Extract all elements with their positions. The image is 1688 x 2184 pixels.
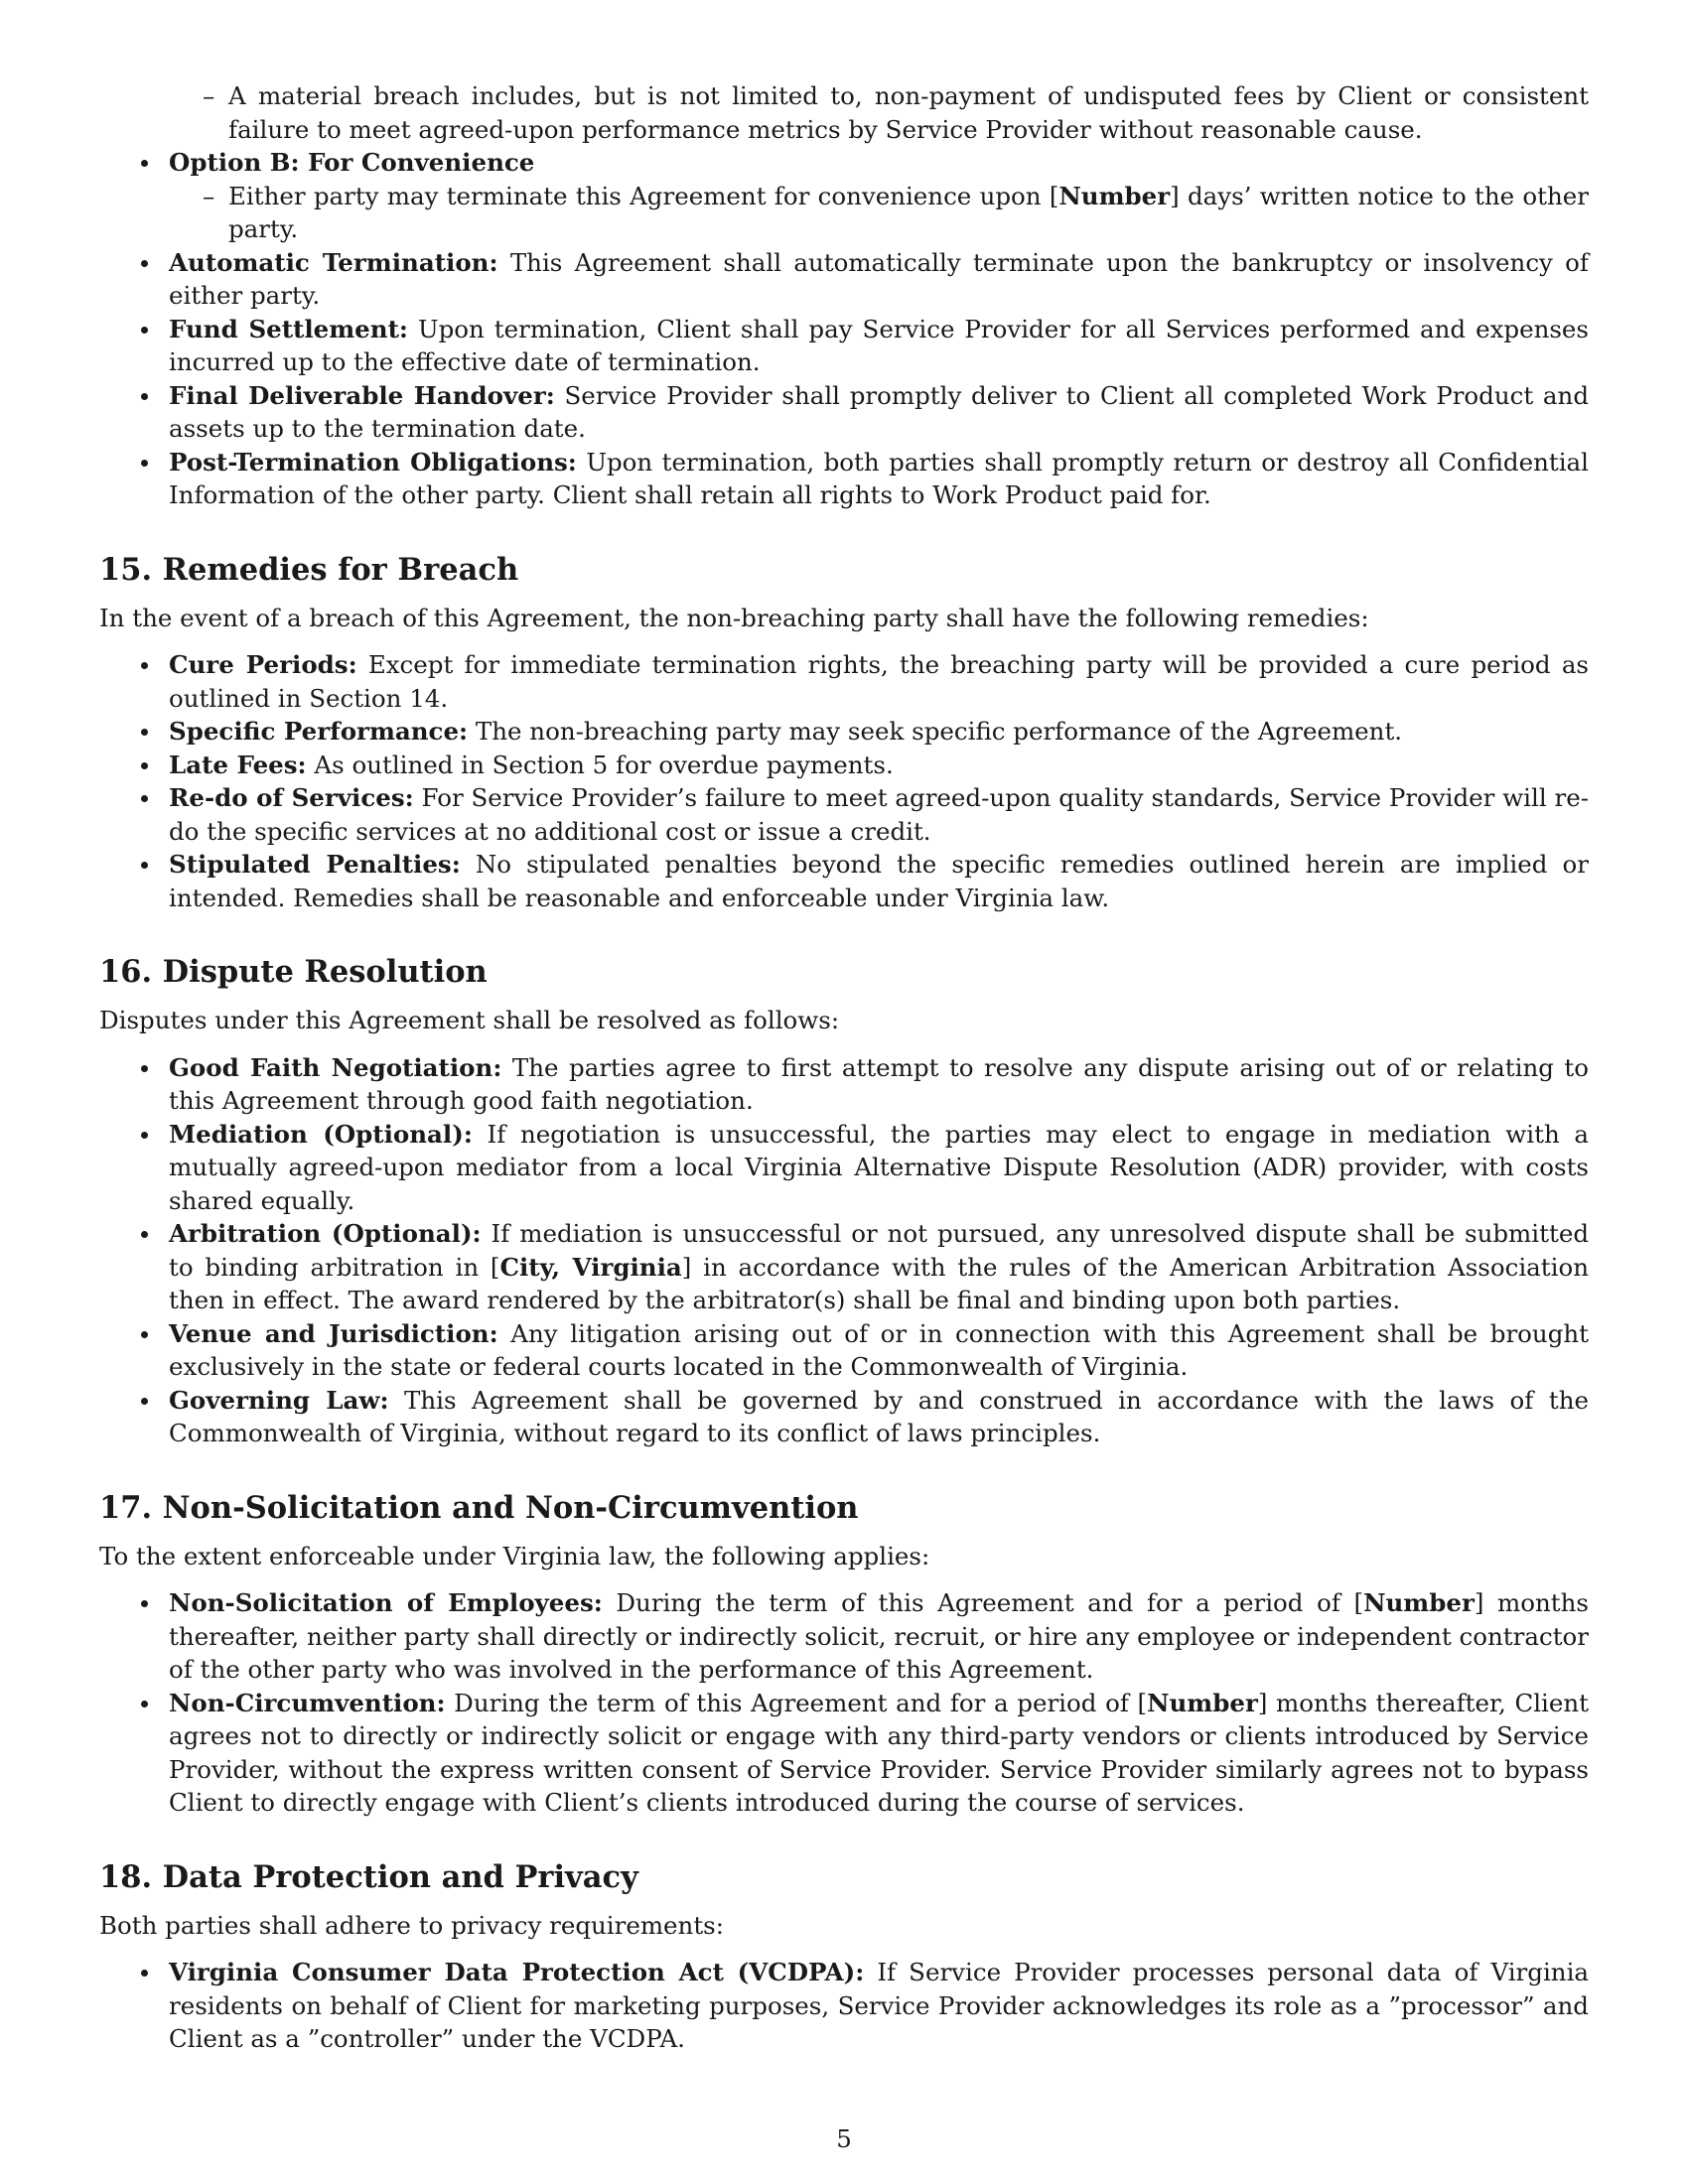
section-list bbox=[99, 1051, 1589, 1450]
item-text: ] months thereafter, neither party shall directly or indirectly solicit, recruit, or hire any employee or independent contractor of the other party who was involved in the performance of this Agreement. bbox=[169, 1588, 1589, 1684]
item-label: Cure Periods: bbox=[169, 650, 357, 679]
item-label: Virginia Consumer Data Protection Act (VCDPA): bbox=[169, 1958, 865, 1986]
list-item bbox=[99, 446, 1589, 512]
section-heading: 16. Dispute Resolution bbox=[99, 954, 488, 990]
list-item bbox=[99, 1217, 1589, 1317]
section bbox=[99, 550, 1589, 915]
list-item bbox=[99, 715, 1589, 749]
placeholder-field: City, Virginia bbox=[499, 1252, 682, 1282]
section-heading: 18. Data Protection and Privacy bbox=[99, 1858, 638, 1895]
list-item bbox=[99, 848, 1589, 914]
list-item bbox=[99, 1956, 1589, 2056]
item-label: Stipulated Penalties: bbox=[169, 850, 461, 879]
item-label: Venue and Jurisdiction: bbox=[169, 1318, 498, 1348]
item-text: Except for immediate termination rights, the breaching party will be provided a cure period as outlined in Section 14. bbox=[169, 650, 1590, 713]
item-text: This Agreement shall automatically terminate upon the bankruptcy or insolvency of either party. bbox=[169, 247, 1589, 310]
termination-continued-list bbox=[99, 79, 1589, 512]
section bbox=[99, 952, 1589, 1450]
item-text: Upon termination, both parties shall promptly return or destroy all Confidential Information of the other party. Client shall retain all rights to Work Product paid for. bbox=[169, 447, 1589, 509]
placeholder-field: Number bbox=[1058, 181, 1171, 210]
item-label: Post-Termination Obligations: bbox=[169, 447, 577, 477]
list-item bbox=[99, 1586, 1589, 1687]
section-intro: Both parties shall adhere to privacy requirements: bbox=[99, 1910, 725, 1940]
item-text: If mediation is unsuccessful or not pursued, any unresolved dispute shall be submitted to binding arbitration in [ bbox=[169, 1219, 1589, 1282]
section bbox=[99, 1857, 1589, 2056]
item-label: Non-Circumvention: bbox=[169, 1688, 446, 1717]
item-text: Any litigation arising out of or in connection with this Agreement shall be brought exclusively in the state or federal courts located in the Commonwealth of Virginia. bbox=[169, 1318, 1590, 1381]
item-text: The non-breaching party may seek specific performance of the Agreement. bbox=[468, 717, 1403, 746]
list-item bbox=[99, 648, 1589, 715]
list-item bbox=[99, 1384, 1589, 1450]
list-item bbox=[99, 379, 1589, 446]
item-text: ] in accordance with the rules of the American Arbitration Association then in effect. The award rendered by the arbitrator(s) shall be final and binding upon both parties. bbox=[169, 1252, 1589, 1314]
list-item bbox=[99, 1051, 1589, 1118]
item-text: Service Provider shall promptly deliver to Client all completed Work Product and assets up to the termination date. bbox=[169, 380, 1589, 443]
item-text: During the term of this Agreement and for a period of [ bbox=[602, 1588, 1364, 1617]
sections-container bbox=[99, 550, 1589, 2056]
section-heading: 15. Remedies for Breach bbox=[99, 551, 519, 588]
sub-list-item bbox=[99, 79, 1589, 146]
item-label: Governing Law: bbox=[169, 1385, 389, 1415]
item-label: Good Faith Negotiation: bbox=[169, 1052, 502, 1082]
item-label: Final Deliverable Handover: bbox=[169, 380, 555, 410]
section-intro: Disputes under this Agreement shall be resolved as follows: bbox=[99, 1006, 840, 1034]
list-item bbox=[99, 1317, 1589, 1384]
document-page bbox=[99, 79, 1589, 2056]
section-list bbox=[99, 648, 1589, 914]
item-text: A material breach includes, but is not limited to, non-payment of undisputed fees by Client or consistent failure to meet agreed-upon performance metrics by Service Provider without reasonable cause. bbox=[228, 81, 1589, 144]
item-label: Re-do of Services: bbox=[169, 783, 414, 812]
item-text: This Agreement shall be governed by and construed in accordance with the laws of the Commonwealth of Virginia, without regard to its conflict of laws principles. bbox=[169, 1385, 1589, 1447]
item-text: If negotiation is unsuccessful, the parties may elect to engage in mediation with a mutually agreed-upon mediator from a local Virginia Alternative Dispute Resolution (ADR) provider, with costs shared equally. bbox=[169, 1119, 1589, 1215]
list-item bbox=[99, 1687, 1589, 1820]
item-text: ] days’ written notice to the other party. bbox=[228, 181, 1589, 243]
item-text: For Service Provider’s failure to meet agreed-upon quality standards, Service Provider will re-do the specific services at no additional cost or issue a credit. bbox=[169, 783, 1590, 846]
item-text: During the term of this Agreement and for a period of [ bbox=[445, 1688, 1148, 1717]
list-item bbox=[99, 749, 1589, 782]
list-item bbox=[99, 313, 1589, 379]
list-item bbox=[99, 1118, 1589, 1218]
page-number: 5 bbox=[836, 2124, 852, 2153]
placeholder-field: Number bbox=[1363, 1588, 1475, 1617]
item-text: The parties agree to first attempt to resolve any dispute arising out of or relating to this Agreement through good faith negotiation. bbox=[169, 1052, 1590, 1115]
section-list bbox=[99, 1586, 1589, 1820]
item-label: Option B: For Convenience bbox=[169, 148, 535, 177]
list-item bbox=[99, 146, 1589, 180]
item-label: Fund Settlement: bbox=[169, 314, 408, 343]
item-text: Either party may terminate this Agreement for convenience upon [ bbox=[228, 181, 1059, 210]
item-label: Arbitration (Optional): bbox=[169, 1219, 482, 1248]
section-list bbox=[99, 1956, 1589, 2056]
item-text: If Service Provider processes personal data of Virginia residents on behalf of Client for marketing purposes, Service Provider acknowledges its role as a ”processor” and Client as a ”controller” under the VCDPA. bbox=[169, 1958, 1590, 2053]
sub-list-item bbox=[99, 180, 1589, 246]
section-intro: In the event of a breach of this Agreement, the non-breaching party shall have the following remedies: bbox=[99, 603, 1369, 632]
item-label: Automatic Termination: bbox=[169, 247, 498, 277]
item-text: Upon termination, Client shall pay Service Provider for all Services performed and expenses incurred up to the effective date of termination. bbox=[169, 314, 1589, 376]
list-item bbox=[99, 781, 1589, 848]
item-text: ] months thereafter, Client agrees not to directly or indirectly solicit or engage with any third-party vendors or clients introduced by Service Provider, without the express written consent of Service Provider. Service Provider similarly agrees not to bypass Client to directly engage with Client’s clients introduced during the course of services. bbox=[169, 1688, 1589, 1817]
placeholder-field: Number bbox=[1147, 1688, 1258, 1717]
item-label: Specific Performance: bbox=[169, 717, 469, 746]
section-heading: 17. Non-Solicitation and Non-Circumvention bbox=[99, 1489, 859, 1526]
item-label: Non-Solicitation of Employees: bbox=[169, 1588, 603, 1617]
item-label: Mediation (Optional): bbox=[169, 1119, 473, 1149]
item-label: Late Fees: bbox=[169, 750, 307, 779]
item-text: As outlined in Section 5 for overdue payments. bbox=[306, 750, 894, 779]
list-item bbox=[99, 246, 1589, 313]
section bbox=[99, 1488, 1589, 1820]
item-text: No stipulated penalties beyond the specific remedies outlined herein are implied or intended. Remedies shall be reasonable and enforceable under Virginia law. bbox=[169, 850, 1590, 912]
section-intro: To the extent enforceable under Virginia law, the following applies: bbox=[99, 1541, 930, 1570]
